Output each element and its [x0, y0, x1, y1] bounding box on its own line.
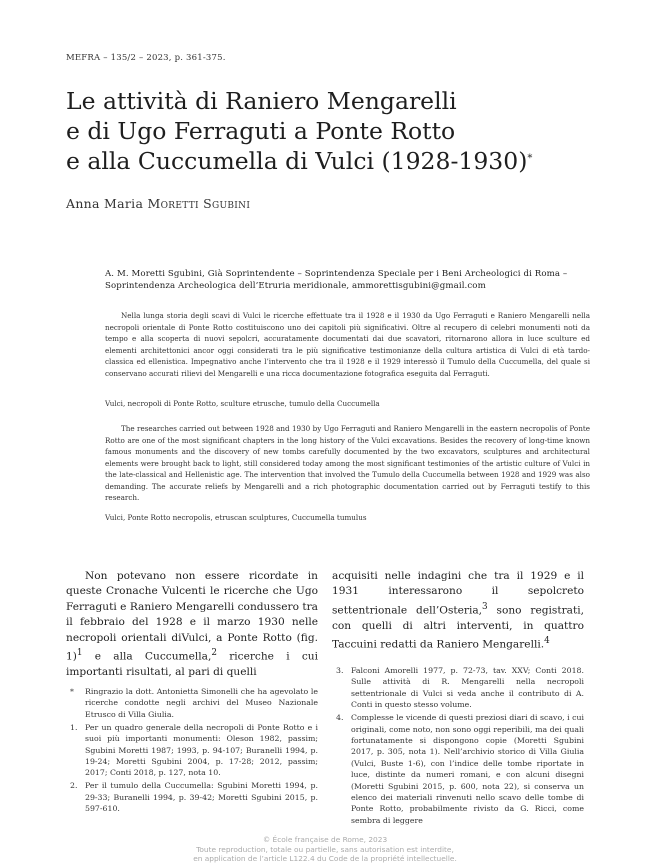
footnote-number: 1. — [70, 722, 78, 732]
body-column-left — [66, 569, 318, 680]
keywords-english: Vulci, Ponte Rotto necropolis, etruscan sculptures, Cuccumella tumulus — [105, 513, 367, 522]
footnote-ref-1[interactable]: 1 — [76, 648, 83, 659]
body-column-right — [332, 569, 584, 653]
title-line-1: Le attività di Raniero Mengarelli — [66, 87, 457, 115]
footnote-item — [67, 722, 318, 779]
body-text: Non potevano non essere ricordate in queste Cronache Vulcenti le ricerche che Ugo Ferraguti e Raniero Mengarelli condussero tra il febbraio del 1928 e il marzo 1930 nelle necropoli orientali diVulci, a Ponte Rotto (fig. 1) — [66, 570, 318, 663]
footnotes-left — [67, 686, 318, 816]
journal-citation: MEFRA – 135/2 – 2023, p. 361-375. — [66, 53, 226, 63]
footnote-text: Ringrazio la dott. Antonietta Simonelli che ha agevolato le ricerche condotte negli archivi del Museo Nazionale Etrusco di Villa Giulia. — [85, 687, 318, 719]
footnote-item — [333, 665, 584, 711]
footnote-number: * — [70, 687, 74, 696]
footnote-number: 2. — [70, 781, 78, 791]
footnote-text: Complesse le vicende di questi preziosi diari di scavo, i cui originali, come noto, non sono oggi reperibili, ma dei quali fortunatamente si dispongono copie (Moretti Sgubini 2017, p. 305, nota 1). Nell’archivio storico di Villa Giulia (Vulci, Buste 1-6), con l’indice delle tombe riportate in luce, distinte da numeri romani, e con alcuni disegni (Moretti Sgubini 2015, p. 600, nota 22), si conserva un elenco dei materiali rinvenuti nello scavo delle tombe di Ponte Rotto, probabilmente rivisto da G. Ricci, come sembra di leggere — [351, 713, 584, 825]
copyright-line: en application de l’article L122.4 du Code de la propriété intellectuelle. — [193, 854, 457, 864]
body-text: ricerche i cui importanti risultati, al pari di quelli — [66, 650, 318, 678]
footnote-ref-2[interactable]: 2 — [211, 648, 217, 659]
footnote-ref-3[interactable]: 3 — [482, 601, 488, 612]
footnote-item — [67, 686, 318, 720]
footnote-number: 3. — [336, 666, 344, 675]
footnote-item — [67, 780, 318, 814]
footnote-text: Per il tumulo della Cuccumella: Sgubini Moretti 1994, p. 29-33; Buranelli 1994, p. 39-42; Moretti Sgubini 2015, p. 597-610. — [85, 781, 318, 814]
footnotes-right — [333, 665, 584, 828]
title-line-2: e di Ugo Ferraguti a Ponte Rotto — [66, 117, 456, 145]
abstract-italian-text: Nella lunga storia degli scavi di Vulci le ricerche effettuate tra il 1928 e il 1930 da Ugo Ferraguti e Raniero Mengarelli nella necropoli orientale di Ponte Rotto costituiscono uno dei capitoli più significativi. Oltre al recupero di celebri monumenti noti da tempo e alla scoperta di nuovi sepolcri, accuratamente documentati dai due scavatori, ritornarono allora in luce sculture ed elementi architettonici ancor oggi considerati tra le più significative testimonianze della cultura artistica di Vulci di età tardo-classica ed ellenistica. Impegnativo anche l’intervento che tra il 1928 e il 1929 interessò il Tumulo della Cuccumella, del quale si conservano accurati rilievi del Mengarelli e una ricca documentazione fotografica eseguita dal Ferraguti. — [105, 311, 590, 378]
author-last-name: Moretti Sgubini — [147, 196, 251, 211]
title-line-3 — [66, 146, 606, 176]
title-footnote-marker: * — [527, 153, 533, 164]
author-affiliation: A. M. Moretti Sgubini, Già Soprintendente – Soprintendenza Speciale per i Beni Archeologici di Roma – Soprintendenza Archeologica dell’Etruria meridionale, ammorettisgubini@gmail.com — [105, 269, 568, 291]
abstract-italian — [105, 310, 590, 379]
abstract-english-text: The researches carried out between 1928 and 1930 by Ugo Ferraguti and Raniero Mengarelli in the eastern necropolis of Ponte Rotto are one of the most significant chapters in the long history of the Vulci excavations. Besides the recovery of long-time known famous monuments and the discovery of new tombs carefully documented by the two excavators, sculptures and architectural elements were brought back to light, still considered today among the most significant testimonies of the artistic culture of Vulci in the late-classical and Hellenistic age. The intervention that involved the Tumulo della Cuccumella between 1928 and 1929 was also demanding. The accurate reliefs by Mengarelli and a rich photographic documentation carried out by Ferraguti testify to this research. — [105, 424, 590, 502]
copyright-line: © École française de Rome, 2023 — [262, 835, 388, 844]
body-paragraph — [332, 569, 584, 653]
article-title — [66, 86, 606, 176]
copyright-line: Toute reproduction, totale ou partielle, sans autorisation est interdite, — [196, 844, 454, 854]
copyright-notice — [0, 835, 650, 864]
author-first-name: Anna Maria — [66, 196, 144, 211]
footnote-text: Per un quadro generale della necropoli di Ponte Rotto e i suoi più importanti monumenti: Oleson 1982, passim; Sgubini Moretti 1987; 1993, p. 94-107; Buranelli 1994, p. 19-24; Moretti Sgubini 2004, p. 17-28; 2012, passim; 2017; Conti 2018, p. 127, nota 10. — [85, 722, 318, 778]
footnote-item — [333, 712, 584, 826]
footnote-ref-4[interactable]: 4 — [544, 636, 550, 647]
abstract-english — [105, 423, 590, 504]
title-line-3-text: e alla Cuccumella di Vulci (1928-1930) — [66, 147, 528, 175]
footnote-number: 4. — [336, 713, 344, 723]
body-text: e alla Cuccumella, — [82, 650, 212, 663]
body-text: sono registrati, con quelli di altri interventi, in quattro Taccuini redatti da Raniero Mengarelli. — [332, 604, 585, 651]
keywords-italian: Vulci, necropoli di Ponte Rotto, sculture etrusche, tumulo della Cuccumella — [105, 399, 380, 408]
author-name — [66, 196, 250, 211]
body-paragraph — [66, 569, 318, 680]
footnote-text: Falconi Amorelli 1977, p. 72-73, tav. XXV; Conti 2018. Sulle attività di R. Mengarelli nella necropoli settentrionale di Vulci si veda anche il contributo di A. Conti in questo stesso volume. — [351, 666, 584, 710]
body-text: acquisiti nelle indagini che tra il 1929 e il 1931 interessarono il sepolcreto settentrionale dell’Osteria, — [332, 570, 584, 617]
